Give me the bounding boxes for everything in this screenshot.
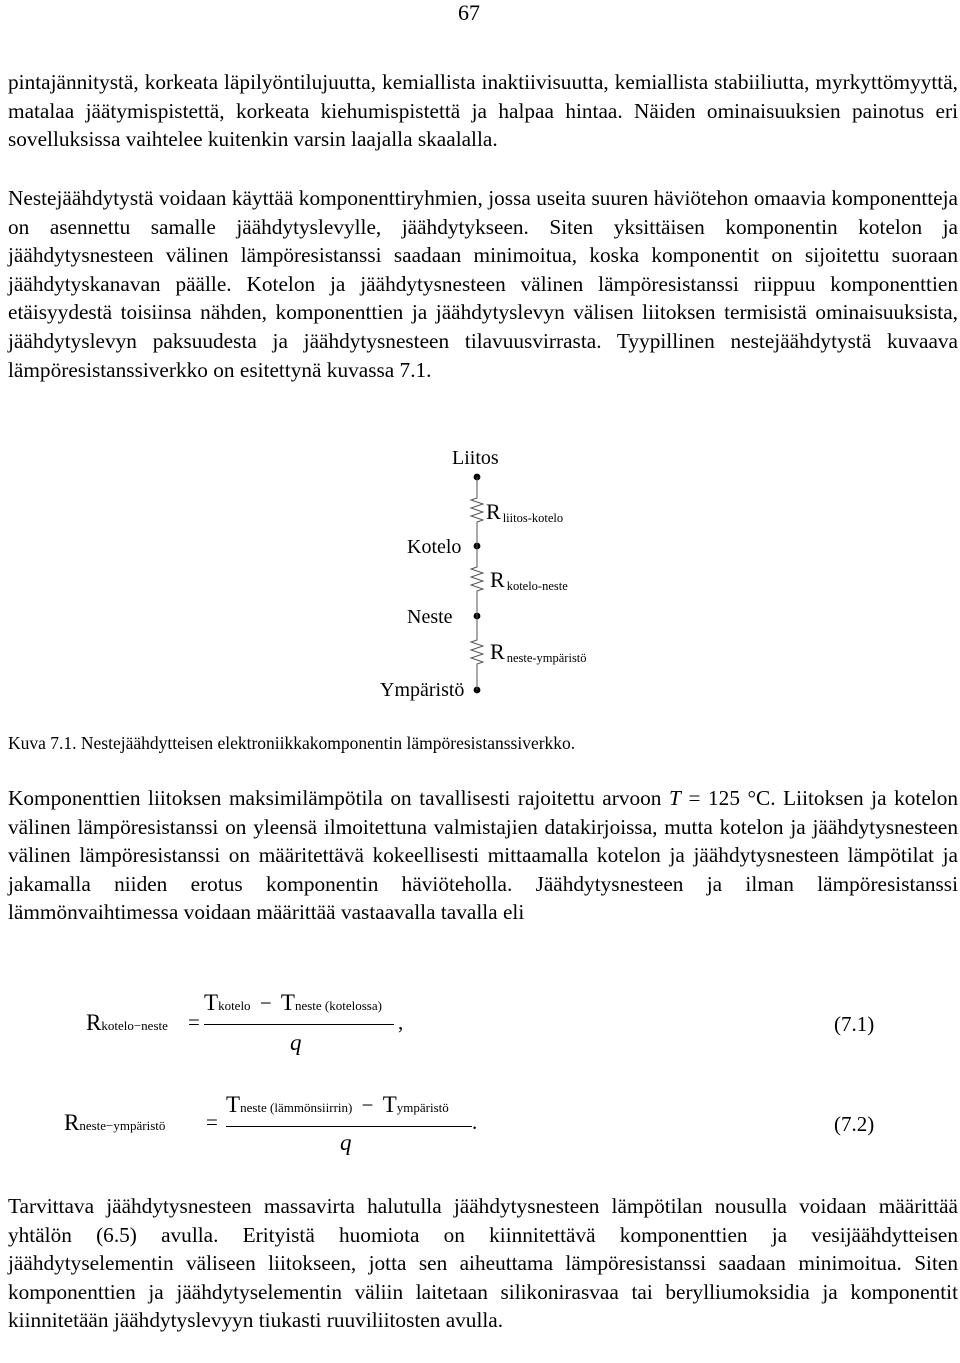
eq1-lhs-symbol: R [86, 1010, 102, 1035]
eq1-num-T1: T [204, 990, 219, 1015]
resistor-label-3 [490, 640, 587, 670]
node-label-neste: Neste [407, 606, 453, 628]
paragraph-3-part-1: Komponenttien liitoksen maksimilämpötila on tavallisesti rajoitettu arvoon [8, 786, 662, 810]
eq1-fraction-bar [204, 1024, 394, 1025]
paragraph-1: pintajännitystä, korkeata läpilyöntilujuutta, kemiallista inaktiivisuutta, kemiallista stabiiliutta, myrkyttömyyttä, matalaa jäätymispistettä, korkeata kiehumispistettä ja halpaa hintaa. Näiden ominaisuuksien painotus eri sovelluksissa vaihtelee kuitenkin varsin laajalla skaalalla. [8, 70, 958, 152]
eq1-num-T2: T [280, 990, 295, 1015]
node-label-liitos: Liitos [452, 447, 499, 469]
figure-caption: Kuva 7.1. Nestejäähdytteisen elektroniikkakomponentin lämpöresistanssiverkko. [8, 733, 576, 753]
resistor-1-zigzag [471, 477, 483, 546]
eq2-fraction-bar [226, 1126, 472, 1127]
eq1-num-T1-subscript: kotelo [218, 998, 251, 1013]
eq1-den-q: q [290, 1030, 302, 1055]
resistor-3-zigzag [471, 616, 483, 690]
resistor-label-1 [486, 500, 563, 530]
resistor-2-symbol: R [490, 567, 505, 592]
resistor-1-symbol: R [486, 499, 501, 524]
eq2-num-T1-subscript: neste (lämmönsiirrin) [240, 1100, 353, 1115]
node-label-kotelo: Kotelo [407, 536, 462, 558]
eq2-lhs [64, 1110, 165, 1136]
page-number: 67 [458, 0, 480, 25]
eq2-lhs-symbol: R [64, 1110, 80, 1135]
eq2-denominator [340, 1130, 352, 1156]
paragraph-3 [8, 784, 958, 927]
eq2-num-T2-subscript: ympäristö [396, 1100, 449, 1115]
eq2-numerator [226, 1092, 449, 1118]
resistor-1-subscript: liitos-kotelo [502, 511, 564, 525]
resistor-3-subscript: neste-ympäristö [506, 651, 587, 665]
resistor-3-symbol: R [490, 639, 505, 664]
eq1-equals: = [188, 1010, 200, 1034]
resistor-label-2 [490, 568, 568, 598]
paragraph-2: Nestejäähdytystä voidaan käyttää komponenttiryhmien, jossa useita suuren häviötehon omaavia komponentteja on asennettu samalle jäähdytyslevylle, jäähdytykseen. Siten yksittäisen komponentin kotelon ja jäähdytysnesteen välinen lämpöresistanssi saadaan minimoitua, koska komponentit on sijoitettu suoraan jäähdytyskanavan päälle. Kotelon ja jäähdytysnesteen välinen lämpöresistanssi riippuu komponenttien etäisyydestä toisiinsa nähden, komponenttien ja jäähdytyslevyn välisen liitoksen termisistä ominaisuuksista, jäähdytyslevyn paksuudesta ja jäähdytysnesteen tilavuusvirrasta. Tyypillinen nestejäähdytystä kuvaava lämpöresistanssiverkko on esitettynä kuvassa 7.1. [8, 186, 958, 382]
paragraph-4: Tarvittava jäähdytysnesteen massavirta halutulla jäähdytysnesteen lämpötilan nousulla voidaan määrittää yhtälön (6.5) avulla. Erityistä huomiota on kiinnitettävä komponenttien ja vesijäähdytteisen jäähdytyselementin väliseen liitokseen, jotta sen aiheuttama lämpöresistanssi saadaan minimoitua. Siten komponenttien ja jäähdytyselementin väliin laitetaan silikonirasvaa tai berylliumoksidia ja komponentit kiinnitetään jäähdytyslevyyn tiukasti ruuviliitosten avulla. [8, 1194, 958, 1333]
eq2-num-T1: T [226, 1092, 241, 1117]
eq1-lhs-subscript: kotelo−neste [101, 1018, 168, 1033]
node-label-ymparisto: Ympäristö [380, 679, 465, 701]
eq2-number: (7.2) [834, 1112, 875, 1136]
eq2-minus: − [361, 1093, 374, 1117]
paragraph-3-symbol-T: T [669, 786, 681, 810]
paragraph-3-value: = 125 °C. [688, 786, 776, 810]
eq1-denominator [290, 1030, 302, 1056]
eq2-equals: = [206, 1110, 218, 1134]
eq1-numerator [204, 990, 382, 1016]
eq1-minus: − [259, 991, 272, 1015]
eq1-comma: , [398, 1010, 404, 1034]
eq1-lhs [86, 1010, 168, 1036]
eq2-den-q: q [340, 1130, 352, 1155]
paragraph-3-part-2: Liitoksen ja kotelon välinen lämpöresistanssi on yleensä ilmoitettuna valmistajien datakirjoissa, mutta kotelon ja jäähdytysnesteen välinen lämpöresistanssi on määritettävä kokeellisesti mittaamalla kotelon ja jäähdytysnesteen lämpötilat ja jakamalla niiden erotus komponentin häviöteholla. Jäähdytysnesteen ja ilman lämpöresistanssi lämmönvaihtimessa voidaan määrittää vastaavalla tavalla eli [8, 786, 959, 925]
eq2-period: . [472, 1110, 478, 1134]
eq2-num-T2: T [382, 1092, 397, 1117]
eq1-number: (7.1) [834, 1012, 875, 1036]
resistor-2-zigzag [471, 546, 483, 616]
eq2-lhs-subscript: neste−ympäristö [79, 1118, 166, 1133]
eq1-num-T2-subscript: neste (kotelossa) [294, 998, 382, 1013]
resistor-2-subscript: kotelo-neste [506, 579, 568, 593]
